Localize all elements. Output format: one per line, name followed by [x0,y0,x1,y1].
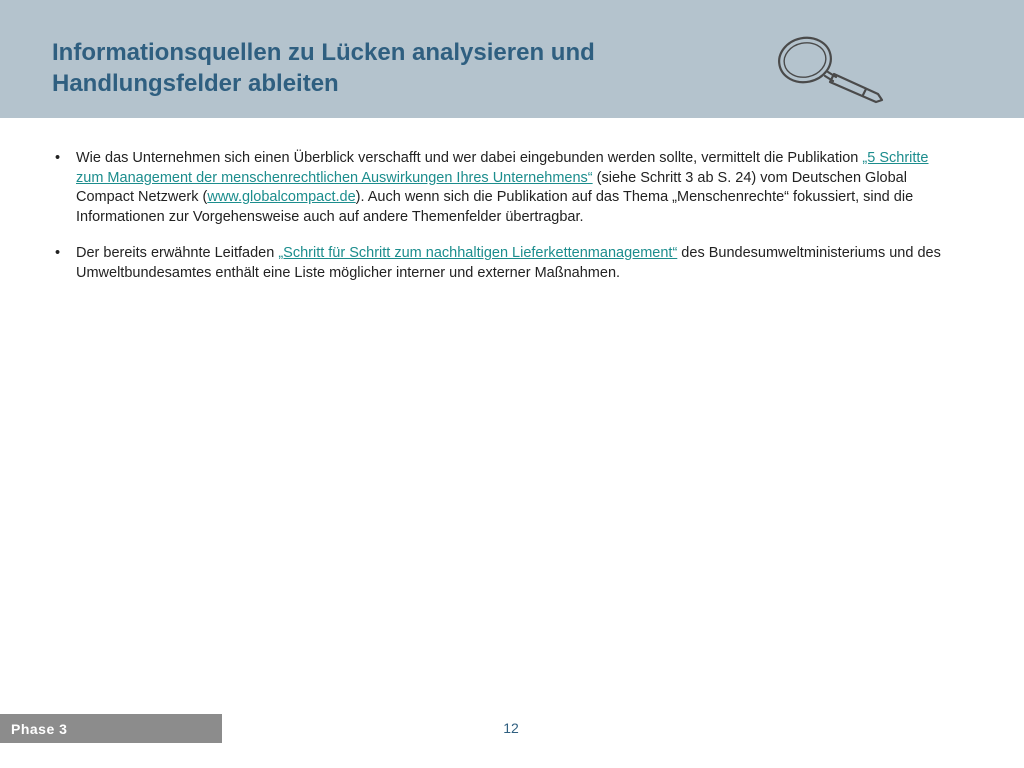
link-5-schritte-publikation[interactable]: „5 Schritte zum Management der menschenrechtlichen Auswirkungen Ihres Unternehmens“ [76,150,929,186]
bullet-2-text-end: des Bundesumweltministeriums und des Umweltbundesamtes enthält eine Liste möglicher interner und externer Maßnahmen. [76,245,941,281]
bullet-symbol: • [55,150,61,166]
bullet-2-text-start: Der bereits erwähnte Leitfaden [76,245,279,261]
bullet-item-1 [55,149,955,227]
phase-label: Phase 3 [11,721,68,737]
bullet-1-text-middle: (siehe Schritt 3 ab S. 24) vom Deutschen Global Compact Netzwerk ( [76,169,907,205]
link-globalcompact[interactable]: www.globalcompact.de [207,189,356,205]
bullet-symbol: • [55,245,61,261]
link-lieferkettenmanagement-leitfaden[interactable]: „Schritt für Schritt zum nachhaltigen Lieferkettenmanagement“ [278,245,678,261]
page-title [52,37,732,99]
page-title-line-1: Informationsquellen zu Lücken analysieren und [52,39,595,66]
bullet-1-text-start: Wie das Unternehmen sich einen Überblick verschafft und wer dabei eingebunden werden sollte, vermittelt die Publikation [76,150,863,166]
magnifier-icon [770,32,890,104]
content-body [55,149,955,300]
bullet-item-2 [55,244,955,283]
page-title-line-2: Handlungsfelder ableiten [52,70,339,97]
bullet-1-text-end: ). Auch wenn sich die Publikation auf das Thema „Menschenrechte“ fokussiert, sind die Informationen zur Vorgehensweise auch auf andere Themenfelder übertragbar. [76,189,914,225]
header-banner [0,0,1024,118]
phase-tab [0,714,222,743]
page-number: 12 [503,720,519,736]
